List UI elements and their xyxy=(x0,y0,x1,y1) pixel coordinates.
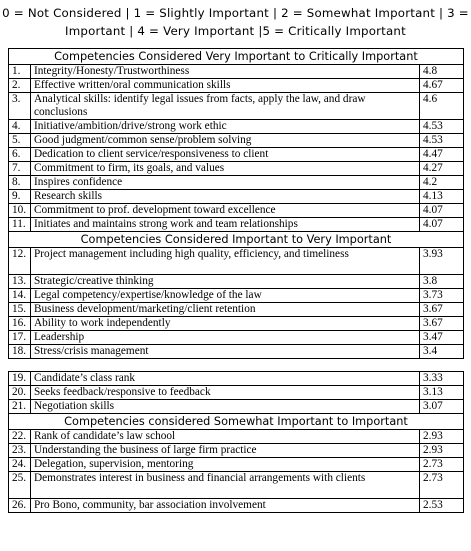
table-row xyxy=(9,190,464,204)
table-row xyxy=(9,120,464,134)
average-score: 4.8 xyxy=(419,65,463,79)
section-header-text: Competencies considered Somewhat Important to Important xyxy=(9,414,464,430)
table-row xyxy=(9,162,464,176)
section-header-text: Competencies Considered Very Important to Critically Important xyxy=(9,49,464,65)
rank-number: 21. xyxy=(9,400,31,414)
rank-number: 1. xyxy=(9,65,31,79)
average-score: 4.47 xyxy=(419,148,463,162)
average-score: 3.47 xyxy=(419,331,463,345)
table-row xyxy=(9,400,464,414)
table-row xyxy=(9,176,464,190)
rank-number: 26. xyxy=(9,499,31,513)
competency-text: Analytical skills: identify legal issues from facts, apply the law, and draw conclusions xyxy=(31,93,420,120)
section-header xyxy=(9,49,464,65)
average-score: 2.53 xyxy=(419,499,463,513)
competency-text: Demonstrates interest in business and financial arrangements with clients xyxy=(31,472,420,499)
competency-text: Stress/crisis management xyxy=(31,345,420,359)
competencies-table xyxy=(8,48,464,513)
section-header-text: Competencies Considered Important to Very Important xyxy=(9,232,464,248)
rank-number: 6. xyxy=(9,148,31,162)
rank-number: 10. xyxy=(9,204,31,218)
average-score: 3.8 xyxy=(419,275,463,289)
average-score: 3.93 xyxy=(419,248,463,275)
competency-text: Research skills xyxy=(31,190,420,204)
competency-text: Effective written/oral communication skills xyxy=(31,79,420,93)
spacer-row xyxy=(9,359,464,372)
rank-number: 9. xyxy=(9,190,31,204)
rank-number: 3. xyxy=(9,93,31,120)
average-score: 2.93 xyxy=(419,430,463,444)
competency-text: Commitment to firm, its goals, and values xyxy=(31,162,420,176)
rank-number: 20. xyxy=(9,386,31,400)
rating-scale-legend xyxy=(0,4,471,40)
average-score: 4.6 xyxy=(419,93,463,120)
average-score: 3.73 xyxy=(419,289,463,303)
spacer-cell xyxy=(9,359,464,372)
table-row xyxy=(9,93,464,120)
competency-text: Commitment to prof. development toward excellence xyxy=(31,204,420,218)
rank-number: 19. xyxy=(9,372,31,386)
table-row xyxy=(9,331,464,345)
competency-text: Dedication to client service/responsiveness to client xyxy=(31,148,420,162)
competency-text: Leadership xyxy=(31,331,420,345)
table-row xyxy=(9,458,464,472)
rank-number: 5. xyxy=(9,134,31,148)
average-score: 4.53 xyxy=(419,120,463,134)
average-score: 3.33 xyxy=(419,372,463,386)
average-score: 3.67 xyxy=(419,303,463,317)
average-score: 2.73 xyxy=(419,472,463,499)
average-score: 4.27 xyxy=(419,162,463,176)
competency-text: Pro Bono, community, bar association involvement xyxy=(31,499,420,513)
table-row xyxy=(9,204,464,218)
table-row xyxy=(9,372,464,386)
table-row xyxy=(9,444,464,458)
competency-text: Candidate’s class rank xyxy=(31,372,420,386)
table-row xyxy=(9,134,464,148)
legend-line-2: Important | 4 = Very Important |5 = Critically Important xyxy=(65,24,406,38)
competency-text: Seeks feedback/responsive to feedback xyxy=(31,386,420,400)
average-score: 3.4 xyxy=(419,345,463,359)
average-score: 2.93 xyxy=(419,444,463,458)
table-row xyxy=(9,472,464,499)
rank-number: 23. xyxy=(9,444,31,458)
average-score: 3.07 xyxy=(419,400,463,414)
table-row xyxy=(9,317,464,331)
rank-number: 11. xyxy=(9,218,31,232)
section-header xyxy=(9,414,464,430)
rank-number: 15. xyxy=(9,303,31,317)
rank-number: 2. xyxy=(9,79,31,93)
table-row xyxy=(9,386,464,400)
table-row xyxy=(9,289,464,303)
table-row xyxy=(9,218,464,232)
average-score: 2.73 xyxy=(419,458,463,472)
rank-number: 25. xyxy=(9,472,31,499)
competency-text: Integrity/Honesty/Trustworthiness xyxy=(31,65,420,79)
rank-number: 13. xyxy=(9,275,31,289)
table-row xyxy=(9,65,464,79)
competency-text: Legal competency/expertise/knowledge of the law xyxy=(31,289,420,303)
table-row xyxy=(9,345,464,359)
rank-number: 14. xyxy=(9,289,31,303)
legend-line-1: 0 = Not Considered | 1 = Slightly Important | 2 = Somewhat Important | 3 = xyxy=(2,6,469,20)
competency-text: Ability to work independently xyxy=(31,317,420,331)
table-row xyxy=(9,79,464,93)
competency-text: Rank of candidate’s law school xyxy=(31,430,420,444)
competency-text: Negotiation skills xyxy=(31,400,420,414)
average-score: 3.67 xyxy=(419,317,463,331)
table-row xyxy=(9,303,464,317)
average-score: 4.07 xyxy=(419,204,463,218)
table-row xyxy=(9,248,464,275)
competency-text: Inspires confidence xyxy=(31,176,420,190)
rank-number: 16. xyxy=(9,317,31,331)
competency-text: Strategic/creative thinking xyxy=(31,275,420,289)
average-score: 4.67 xyxy=(419,79,463,93)
competency-text: Project management including high quality, efficiency, and timeliness xyxy=(31,248,420,275)
competency-text: Good judgment/common sense/problem solving xyxy=(31,134,420,148)
average-score: 4.2 xyxy=(419,176,463,190)
table-row xyxy=(9,275,464,289)
rank-number: 7. xyxy=(9,162,31,176)
rank-number: 4. xyxy=(9,120,31,134)
competency-text: Initiates and maintains strong work and team relationships xyxy=(31,218,420,232)
average-score: 4.07 xyxy=(419,218,463,232)
competency-text: Understanding the business of large firm practice xyxy=(31,444,420,458)
average-score: 4.13 xyxy=(419,190,463,204)
rank-number: 8. xyxy=(9,176,31,190)
table-row xyxy=(9,148,464,162)
rank-number: 18. xyxy=(9,345,31,359)
rank-number: 17. xyxy=(9,331,31,345)
rank-number: 22. xyxy=(9,430,31,444)
competency-text: Initiative/ambition/drive/strong work ethic xyxy=(31,120,420,134)
table-row xyxy=(9,430,464,444)
average-score: 3.13 xyxy=(419,386,463,400)
average-score: 4.53 xyxy=(419,134,463,148)
section-header xyxy=(9,232,464,248)
table-row xyxy=(9,499,464,513)
competency-text: Delegation, supervision, mentoring xyxy=(31,458,420,472)
competency-text: Business development/marketing/client retention xyxy=(31,303,420,317)
rank-number: 12. xyxy=(9,248,31,275)
rank-number: 24. xyxy=(9,458,31,472)
